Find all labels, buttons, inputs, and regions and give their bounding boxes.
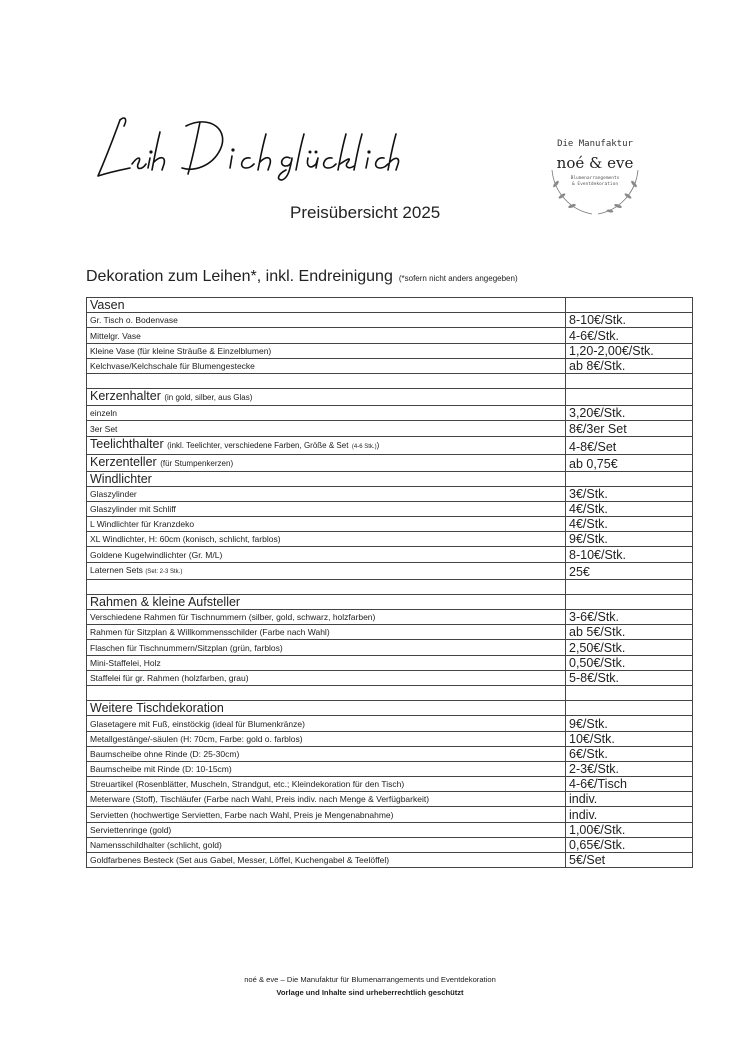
item-note: (inkl. Teelichter, verschiedene Farben, Größe & Set: [167, 440, 349, 450]
table-row: [87, 358, 693, 373]
item-cell: [87, 685, 566, 700]
item-cell: [87, 670, 566, 685]
item-cell: [87, 358, 566, 373]
table-row: [87, 731, 693, 746]
price-cell: [566, 471, 693, 486]
item-label: einzeln: [90, 408, 117, 419]
table-row: [87, 655, 693, 670]
item-label: Rahmen & kleine Aufsteller: [90, 595, 241, 609]
price-cell: 9€/Stk.: [566, 532, 693, 547]
table-group-row: [87, 701, 693, 716]
item-label: Namensschildhalter (schlicht, gold): [90, 840, 222, 850]
table-row: [87, 579, 693, 594]
price-cell: 8-10€/Stk.: [566, 313, 693, 328]
item-label: Goldene Kugelwindlichter (Gr. M/L): [90, 549, 223, 560]
price-cell: indiv.: [566, 792, 693, 807]
item-cell: [87, 501, 566, 516]
item-label: XL Windlichter, H: 60cm (konisch, schlicht, farblos): [90, 534, 281, 545]
table-row: [87, 313, 693, 328]
price-cell: 8-10€/Stk.: [566, 547, 693, 562]
item-cell: [87, 853, 566, 868]
item-label: Glaszylinder mit Schliff: [90, 504, 176, 515]
table-group-row: [87, 594, 693, 609]
item-label: Gr. Tisch o. Bodenvase: [90, 315, 178, 326]
item-cell: [87, 625, 566, 640]
price-cell: 5-8€/Stk.: [566, 670, 693, 685]
price-cell: [566, 701, 693, 716]
table-row: [87, 685, 693, 700]
item-cell: [87, 610, 566, 625]
item-cell: [87, 655, 566, 670]
price-cell: 4-6€/Tisch: [566, 777, 693, 792]
item-cell: [87, 471, 566, 486]
table-row: [87, 640, 693, 655]
price-cell: 3,20€/Stk.: [566, 406, 693, 421]
table-group-row: [87, 389, 693, 406]
price-cell: 3-6€/Stk.: [566, 610, 693, 625]
item-label: 3er Set: [90, 423, 118, 434]
item-cell: [87, 313, 566, 328]
table-row: [87, 517, 693, 532]
price-cell: 1,20-2,00€/Stk.: [566, 343, 693, 358]
price-cell: 1,00€/Stk.: [566, 822, 693, 837]
item-label: Baumscheibe ohne Rinde (D: 25-30cm): [90, 748, 240, 759]
table-row: [87, 547, 693, 562]
price-cell: 5€/Set: [566, 853, 693, 868]
price-cell: 4-8€/Set: [566, 436, 693, 454]
item-cell: [87, 562, 566, 579]
item-cell: [87, 343, 566, 358]
price-cell: 10€/Stk.: [566, 731, 693, 746]
item-cell: [87, 532, 566, 547]
price-cell: ab 5€/Stk.: [566, 625, 693, 640]
table-row: [87, 792, 693, 807]
price-cell: 0,65€/Stk.: [566, 837, 693, 852]
table-row: [87, 343, 693, 358]
item-cell: [87, 517, 566, 532]
item-label: Servietten (hochwertige Servietten, Farbe nach Wahl, Preis je Mengenabnahme): [90, 809, 394, 820]
table-group-row: [87, 436, 693, 454]
item-label: Glasetagere mit Fuß, einstöckig (ideal für Blumenkränze): [90, 718, 305, 729]
item-label: Metallgestänge/-säulen (H: 70cm, Farbe: gold o. farblos): [90, 733, 303, 744]
table-row: [87, 670, 693, 685]
price-cell: 4€/Stk.: [566, 501, 693, 516]
item-cell: [87, 746, 566, 761]
section-heading: [86, 268, 518, 286]
item-cell: [87, 436, 566, 454]
table-group-row: [87, 298, 693, 313]
item-cell: [87, 731, 566, 746]
item-cell: [87, 421, 566, 436]
price-cell: 9€/Stk.: [566, 716, 693, 731]
item-label: Verschiedene Rahmen für Tischnummern (silber, gold, schwarz, holzfarben): [90, 612, 376, 623]
table-row: [87, 761, 693, 776]
table-row: [87, 486, 693, 501]
table-row: [87, 373, 693, 388]
item-label: Flaschen für Tischnummern/Sitzplan (grün, farblos): [90, 642, 283, 653]
item-cell: [87, 837, 566, 852]
price-cell: 4€/Stk.: [566, 517, 693, 532]
item-cell: [87, 701, 566, 716]
item-subnote: (4-6 Stk.): [351, 443, 377, 450]
item-label: Mittelgr. Vase: [90, 330, 141, 341]
item-cell: [87, 822, 566, 837]
item-cell: [87, 807, 566, 822]
table-row: [87, 625, 693, 640]
price-cell: 25€: [566, 562, 693, 579]
table-group-row: [87, 471, 693, 486]
item-cell: [87, 716, 566, 731]
item-cell: [87, 594, 566, 609]
table-row: [87, 822, 693, 837]
price-cell: [566, 373, 693, 388]
item-label: Vasen: [90, 298, 125, 313]
item-cell: [87, 328, 566, 343]
item-cell: [87, 454, 566, 471]
item-label: Teelichthalter: [90, 436, 164, 451]
price-cell: [566, 685, 693, 700]
item-label: Meterware (Stoff), Tischläufer (Farbe nach Wahl, Preis indiv. nach Menge & Verfügbarkeit): [90, 794, 430, 805]
price-cell: 2,50€/Stk.: [566, 640, 693, 655]
item-label: Kleine Vase (für kleine Sträuße & Einzelblumen): [90, 345, 272, 356]
table-row: [87, 807, 693, 822]
price-cell: 6€/Stk.: [566, 746, 693, 761]
price-cell: [566, 594, 693, 609]
item-cell: [87, 373, 566, 388]
price-cell: [566, 389, 693, 406]
table-row: [87, 777, 693, 792]
price-cell: 3€/Stk.: [566, 486, 693, 501]
item-label: Kelchvase/Kelchschale für Blumengestecke: [90, 360, 255, 371]
svg-text:& Eventdekoration: & Eventdekoration: [571, 182, 619, 187]
price-cell: 0,50€/Stk.: [566, 655, 693, 670]
table-row: [87, 716, 693, 731]
table-row: [87, 746, 693, 761]
svg-text:noé & eve: noé & eve: [556, 154, 634, 172]
price-cell: 8€/3er Set: [566, 421, 693, 436]
item-label: Kerzenteller: [90, 454, 157, 469]
item-label: Goldfarbenes Besteck (Set aus Gabel, Messer, Löffel, Kuchengabel & Teelöffel): [90, 855, 390, 866]
item-label: Staffelei für gr. Rahmen (holzfarben, grau): [90, 672, 249, 683]
table-row: [87, 328, 693, 343]
item-label: Mini-Staffelei, Holz: [90, 657, 161, 668]
item-note: (für Stumpenkerzen): [160, 458, 234, 468]
table-row: [87, 421, 693, 436]
price-cell: 2-3€/Stk.: [566, 761, 693, 776]
page-subtitle: Preisübersicht 2025: [290, 203, 441, 222]
item-cell: [87, 777, 566, 792]
copyright-notice: Vorlage und Inhalte sind urheberrechtlich geschützt: [276, 988, 464, 997]
item-cell: [87, 298, 566, 313]
item-note-end: ): [376, 440, 380, 450]
item-label: Laternen Sets: [90, 564, 143, 575]
price-cell: ab 8€/Stk.: [566, 358, 693, 373]
item-label: Rahmen für Sitzplan & Willkommensschilder (Farbe nach Wahl): [90, 627, 330, 638]
table-row: [87, 610, 693, 625]
item-label: Serviettenringe (gold): [90, 824, 172, 835]
item-label: Streuartikel (Rosenblätter, Muscheln, Strandgut, etc.; Kleindekoration für den Tisch): [90, 779, 405, 790]
price-cell: indiv.: [566, 807, 693, 822]
price-cell: [566, 298, 693, 313]
item-cell: [87, 406, 566, 421]
script-title: [90, 112, 400, 182]
item-label: Windlichter: [90, 471, 152, 486]
item-cell: [87, 761, 566, 776]
price-cell: [566, 579, 693, 594]
item-label: Glaszylinder: [90, 488, 137, 499]
item-label: Weitere Tischdekoration: [90, 701, 224, 716]
item-cell: [87, 486, 566, 501]
item-cell: [87, 547, 566, 562]
table-row: [87, 853, 693, 868]
table-row: [87, 532, 693, 547]
item-label: Baumscheibe mit Rinde (D: 10-15cm): [90, 764, 232, 775]
footer-line: noé & eve – Die Manufaktur für Blumenarrangements und Eventdekoration: [244, 975, 496, 984]
item-label: Kerzenhalter: [90, 389, 161, 404]
item-cell: [87, 389, 566, 406]
item-note: (in gold, silber, aus Glas): [164, 393, 253, 403]
item-cell: [87, 640, 566, 655]
svg-text:Die Manufaktur: Die Manufaktur: [557, 139, 633, 149]
table-row: [87, 501, 693, 516]
table-row: [87, 562, 693, 579]
item-cell: [87, 792, 566, 807]
item-subnote: (Set: 2-3 Stk.): [145, 568, 183, 575]
item-cell: [87, 579, 566, 594]
item-label: L Windlichter für Kranzdeko: [90, 519, 195, 530]
price-table: [86, 297, 693, 868]
svg-text:Blumenarrangements: Blumenarrangements: [570, 176, 620, 181]
table-row: [87, 406, 693, 421]
table-row: [87, 837, 693, 852]
price-cell: 4-6€/Stk.: [566, 328, 693, 343]
table-group-row: [87, 454, 693, 471]
section-heading-text: Dekoration zum Leihen*, inkl. Endreinigung: [86, 268, 393, 285]
price-cell: ab 0,75€: [566, 454, 693, 471]
brand-logo: [540, 110, 650, 220]
section-note: (*sofern nicht anders angegeben): [398, 274, 518, 283]
